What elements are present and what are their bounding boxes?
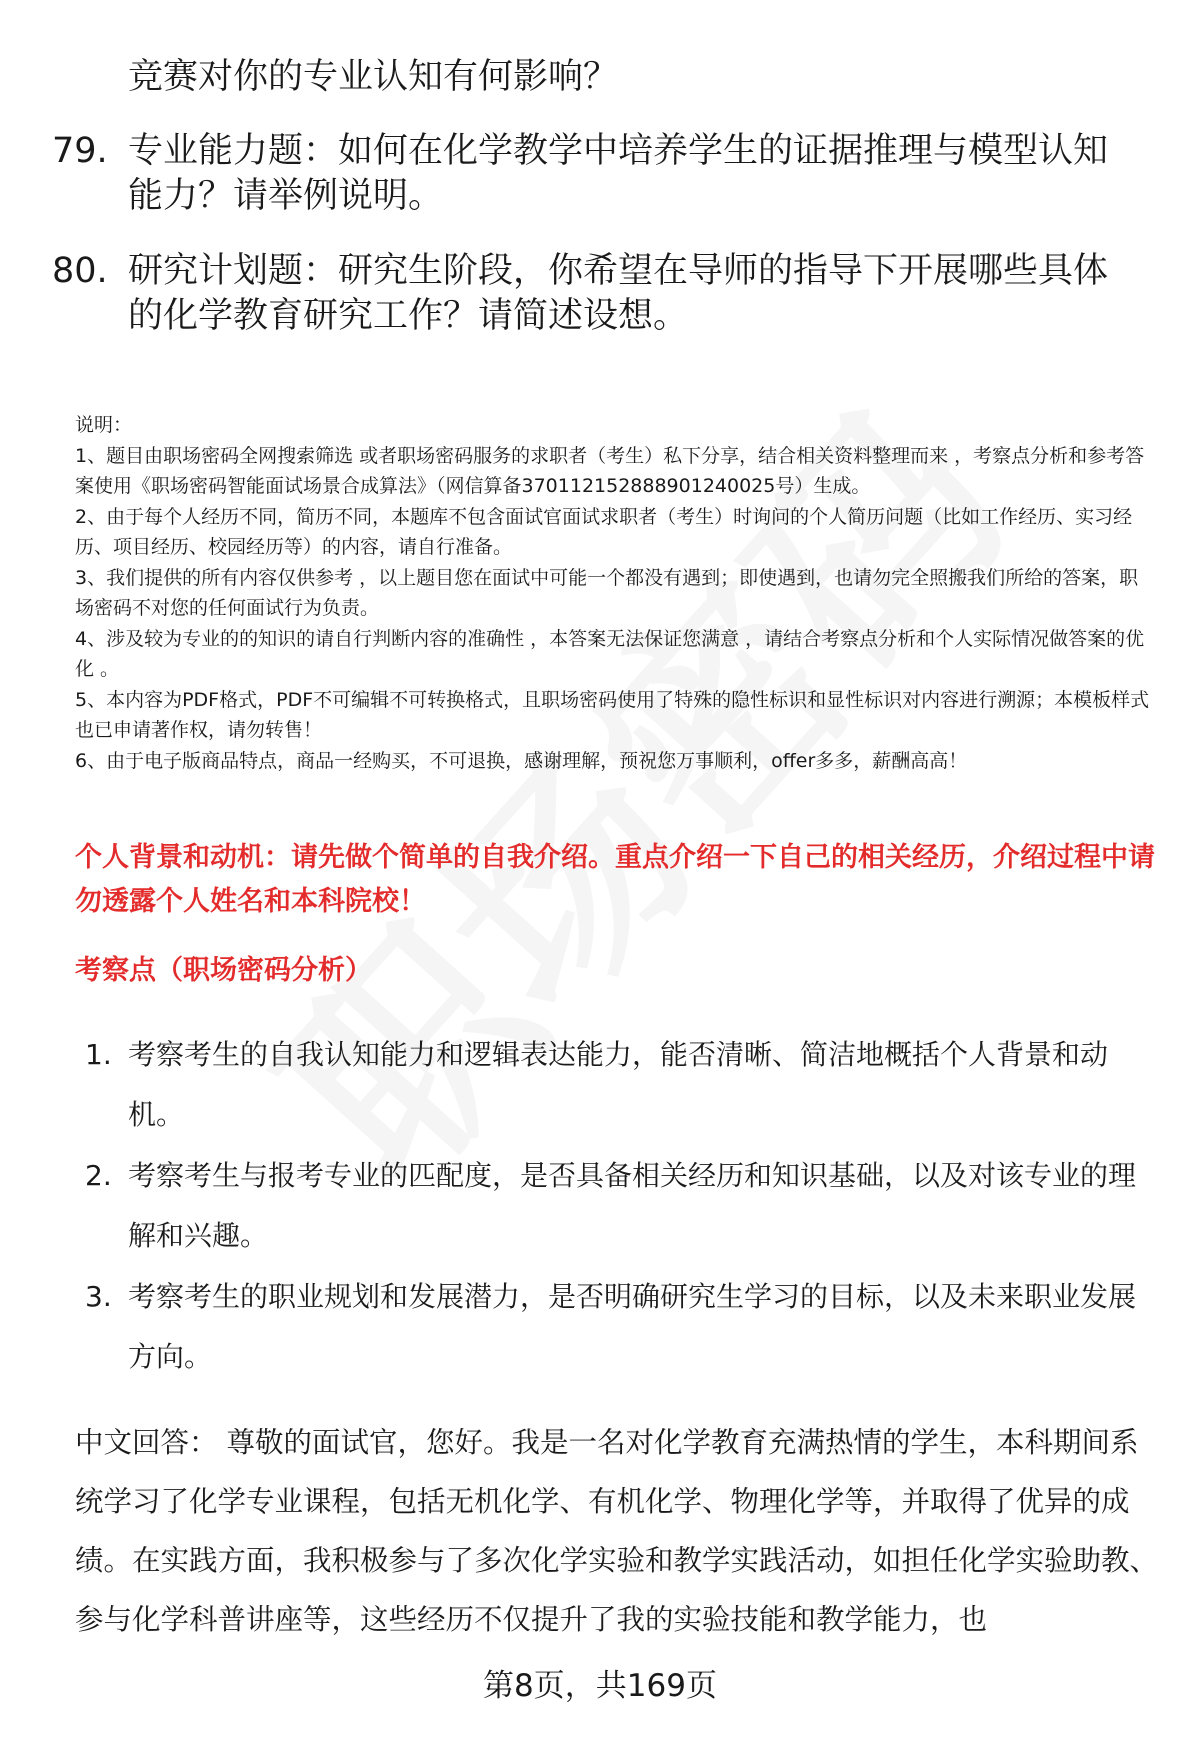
question-line: 研究计划题：研究生阶段，你希望在导师的指导下开展哪些具体	[128, 251, 1109, 291]
point-number: 2.	[85, 1159, 112, 1192]
analysis-point	[75, 1146, 1155, 1266]
note-item: 6、由于电子版商品特点，商品一经购买，不可退换，感谢理解，预祝您万事顺利，offer多多，薪酬高高！	[75, 749, 968, 772]
page-footer: 第8页，共169页	[483, 1668, 717, 1704]
question-number: 79.	[52, 131, 108, 171]
point-number: 1.	[85, 1038, 112, 1071]
notes-section	[75, 410, 1155, 776]
note-item: 5、本内容为PDF格式，PDF不可编辑不可转换格式，且职场密码使用了特殊的隐性标识和显性标识对内容进行溯源；本模板样式也已申请著作权，请勿转售！	[75, 688, 1150, 741]
analysis-point	[75, 1267, 1155, 1387]
carryover-line: 竞赛对你的专业认知有何影响？	[128, 57, 619, 97]
question-line: 的化学教育研究工作？请简述设想。	[128, 296, 689, 336]
point-text: 考察考生的职业规划和发展潜力，是否明确研究生学习的目标，以及未来职业发展方向。	[128, 1280, 1137, 1373]
intro-question: 个人背景和动机：请先做个简单的自我介绍。重点介绍一下自己的相关经历，介绍过程中请勿透露个人姓名和本科院校！	[75, 842, 1155, 917]
question-number: 80.	[52, 251, 108, 291]
answer-paragraph: 中文回答： 尊敬的面试官，您好。我是一名对化学教育充满热情的学生，本科期间系统学习了化学专业课程，包括无机化学、有机化学、物理化学等，并取得了优异的成绩。在实践方面，我积极参与了多次化学实验和教学实践活动，如担任化学实验助教、参与化学科普讲座等，这些经历不仅提升了我的实验技能和教学能力，也	[75, 1426, 1159, 1636]
analysis-points	[75, 1025, 1155, 1388]
point-number: 3.	[85, 1280, 112, 1313]
question-line: 能力？请举例说明。	[128, 176, 444, 216]
question-line: 专业能力题：如何在化学教学中培养学生的证据推理与模型认知	[128, 131, 1109, 171]
analysis-point	[75, 1025, 1155, 1145]
note-item: 3、我们提供的所有内容仅供参考 ，以上题目您在面试中可能一个都没有遇到；即使遇到，也请勿完全照搬我们所给的答案，职场密码不对您的任何面试行为负责。	[75, 566, 1139, 619]
note-item: 1、题目由职场密码全网搜索筛选 或者职场密码服务的求职者（考生）私下分享，结合相关资料整理而来 ，考察点分析和参考答案使用《职场密码智能面试场景合成算法》（网信算备370112152888901240025号）生成。	[75, 444, 1145, 497]
note-item: 2、由于每个人经历不同，简历不同，本题库不包含面试官面试求职者（考生）时询问的个人简历问题（比如工作经历、实习经历、项目经历、校园经历等）的内容，请自行准备。	[75, 505, 1133, 558]
note-item: 4、涉及较为专业的的知识的请自行判断内容的准确性 ，本答案无法保证您满意 ，请结合考察点分析和个人实际情况做答案的优化 。	[75, 627, 1145, 680]
point-text: 考察考生与报考专业的匹配度，是否具备相关经历和知识基础，以及对该专业的理解和兴趣。	[128, 1159, 1137, 1252]
analysis-heading: 考察点（职场密码分析）	[75, 955, 372, 986]
point-text: 考察考生的自我认知能力和逻辑表达能力，能否清晰、简洁地概括个人背景和动机。	[128, 1038, 1109, 1131]
notes-heading: 说明：	[75, 414, 133, 436]
